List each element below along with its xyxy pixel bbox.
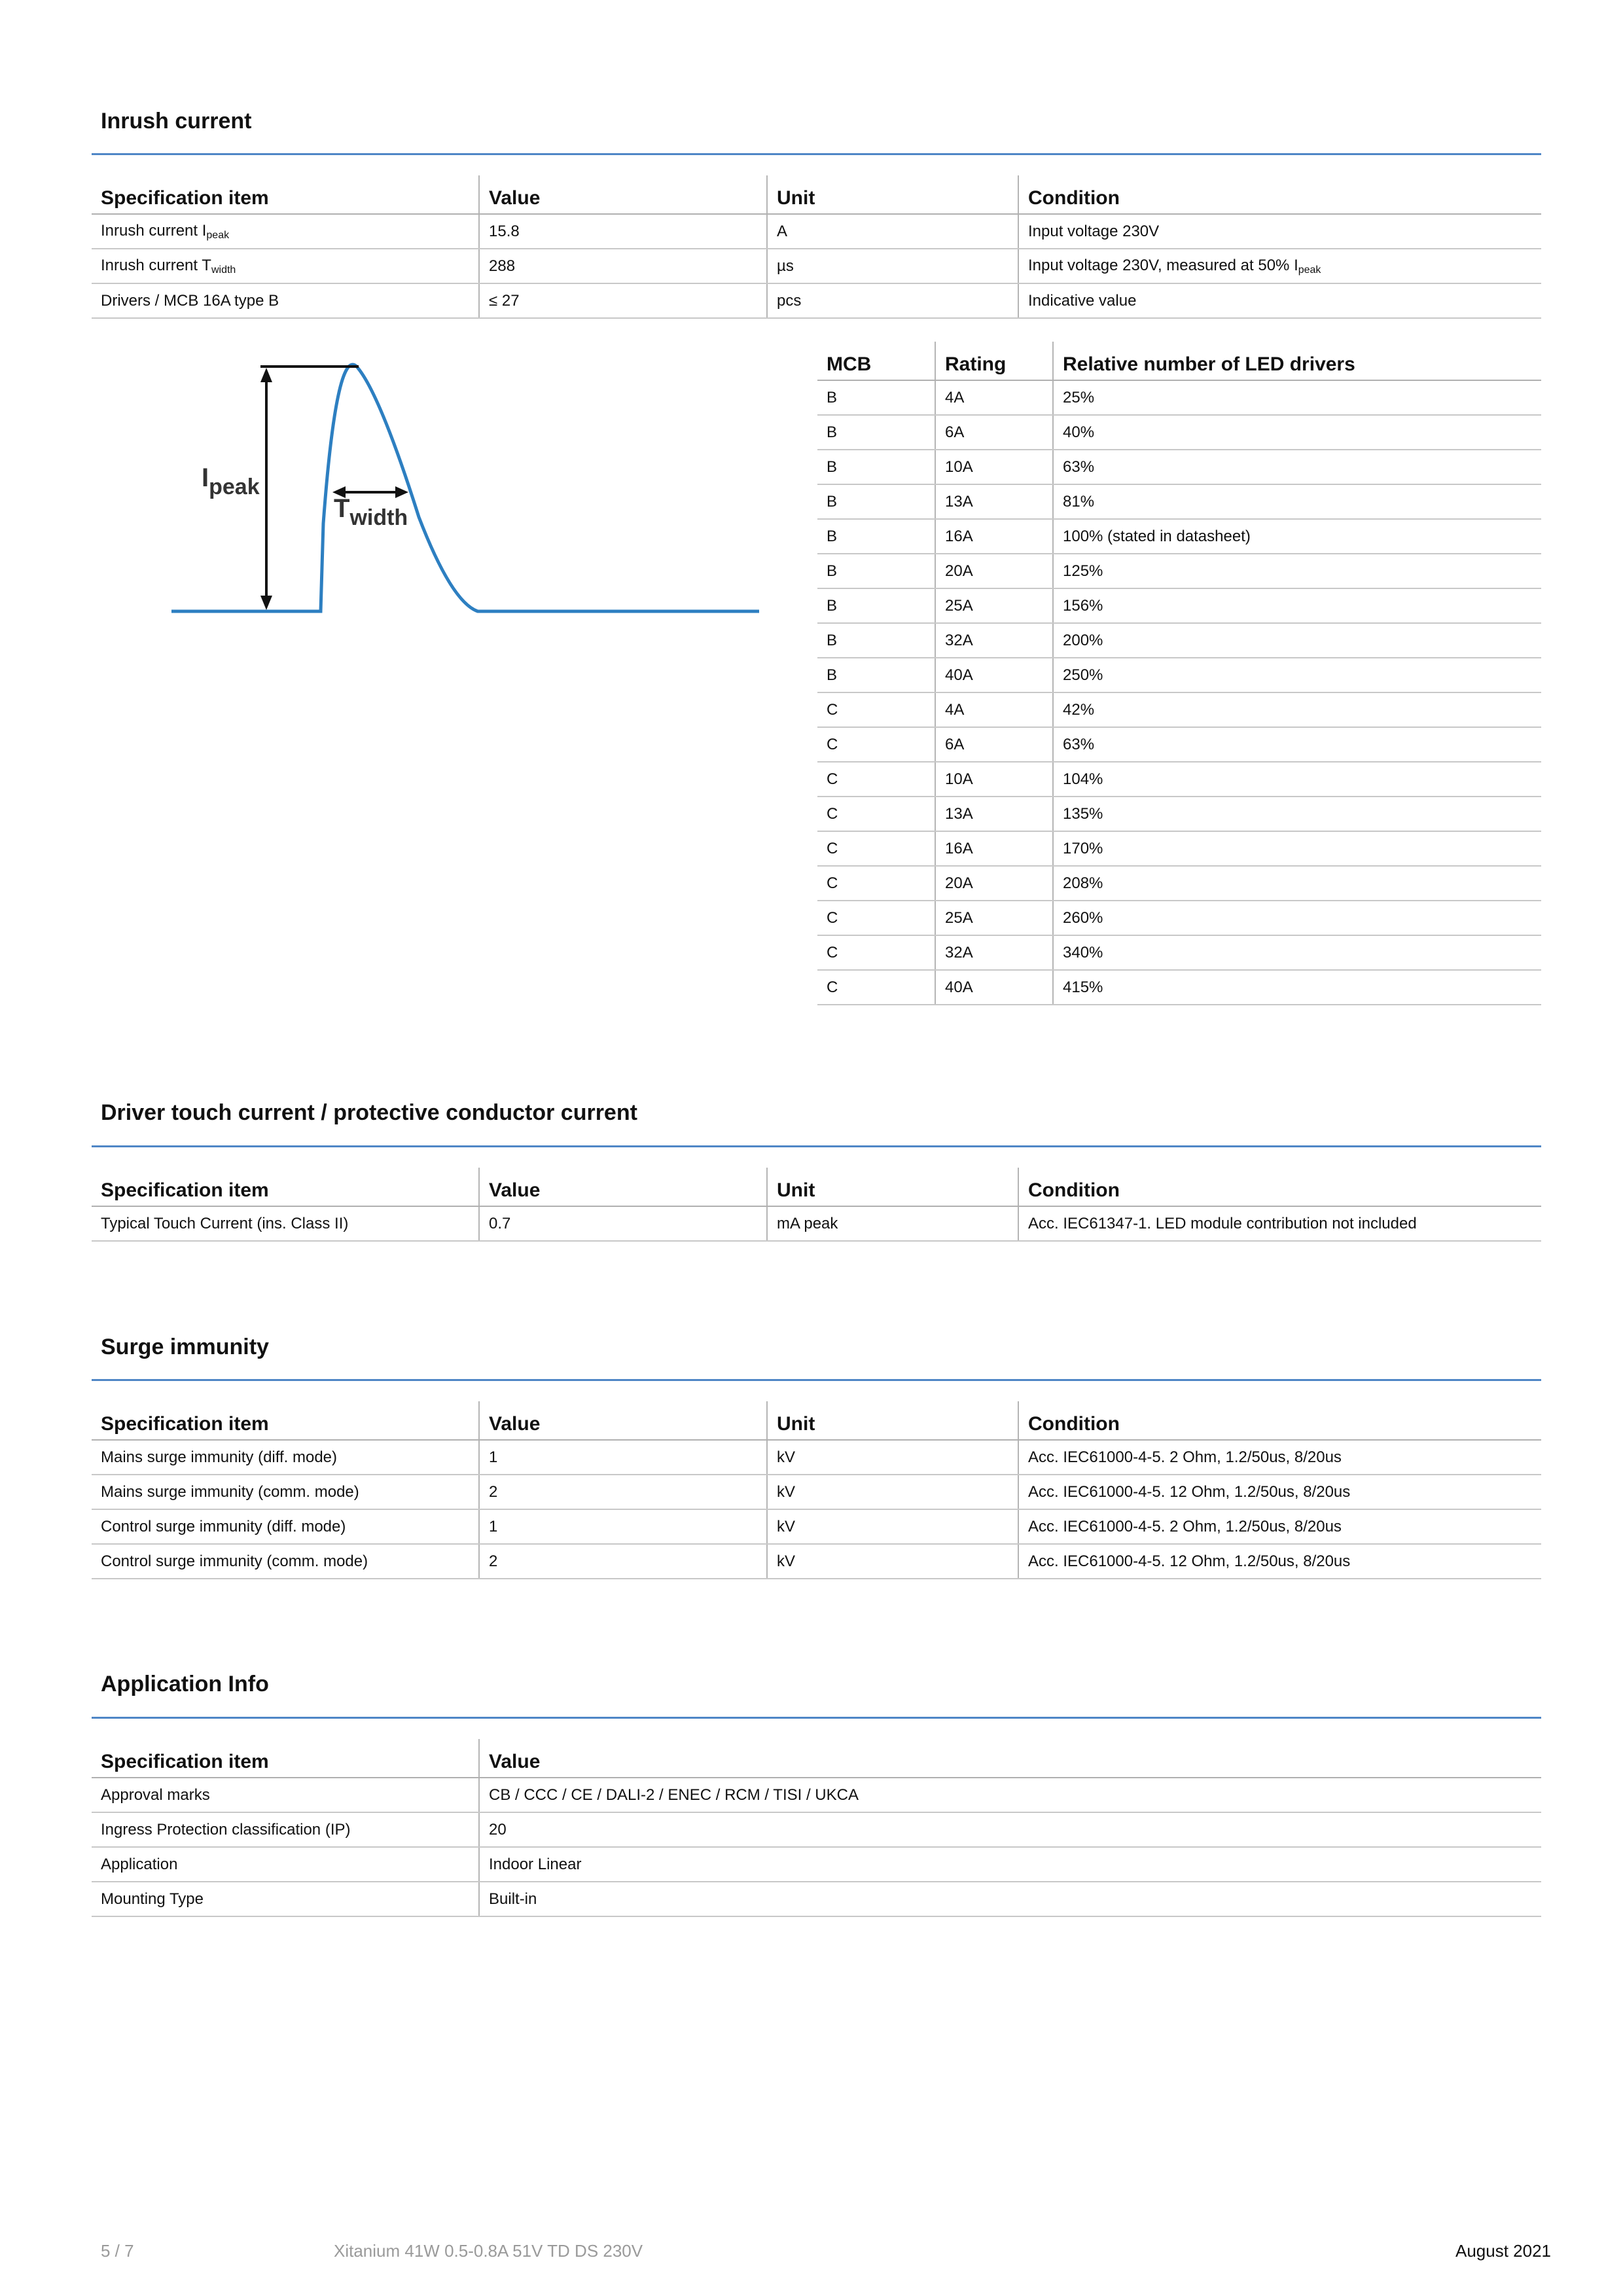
rating-cell: 4A — [935, 380, 1053, 415]
header-value: Value — [479, 1401, 767, 1440]
table-row — [817, 554, 1541, 588]
rating-cell: 25A — [935, 588, 1053, 623]
table-row — [817, 970, 1541, 1005]
rating-cell: 40A — [935, 658, 1053, 692]
value-cell: 1 — [479, 1509, 767, 1544]
unit-cell: A — [767, 214, 1018, 249]
table-row — [817, 762, 1541, 797]
header-unit: Unit — [767, 1168, 1018, 1206]
rating-cell: 16A — [935, 519, 1053, 554]
spec-cell: Drivers / MCB 16A type B — [92, 283, 479, 318]
unit-cell: µs — [767, 249, 1018, 283]
unit-cell: pcs — [767, 283, 1018, 318]
ipeak-arrow-head-top — [260, 368, 272, 382]
touch-spec-table — [92, 1168, 1541, 1242]
spec-cell: Approval marks — [92, 1778, 479, 1812]
inrush-waveform-curve — [171, 365, 759, 611]
value-cell: CB / CCC / CE / DALI-2 / ENEC / RCM / TISI / UKCA — [479, 1778, 1541, 1812]
mcb-type-cell: C — [817, 831, 935, 866]
header-condition: Condition — [1018, 1168, 1541, 1206]
value-cell: 0.7 — [479, 1206, 767, 1241]
table-row — [817, 692, 1541, 727]
spec-cell: Mains surge immunity (comm. mode) — [92, 1475, 479, 1509]
mcb-type-cell: C — [817, 762, 935, 797]
mcb-type-cell: C — [817, 901, 935, 935]
mcb-type-cell: C — [817, 692, 935, 727]
rating-cell: 10A — [935, 450, 1053, 484]
table-row — [817, 797, 1541, 831]
header-relative-number: Relative number of LED drivers — [1053, 342, 1541, 380]
inrush-section-title: Inrush current — [101, 109, 252, 134]
spec-cell: Control surge immunity (comm. mode) — [92, 1544, 479, 1579]
mcb-type-cell: B — [817, 623, 935, 658]
spec-cell: Mains surge immunity (diff. mode) — [92, 1440, 479, 1475]
rating-cell: 32A — [935, 935, 1053, 970]
header-condition: Condition — [1018, 1401, 1541, 1440]
mcb-type-cell: B — [817, 588, 935, 623]
mcb-type-cell: B — [817, 450, 935, 484]
table-header-row — [817, 342, 1541, 380]
table-row — [92, 1544, 1541, 1579]
mcb-type-cell: C — [817, 797, 935, 831]
mcb-type-cell: B — [817, 554, 935, 588]
table-row — [817, 831, 1541, 866]
table-row — [817, 901, 1541, 935]
table-row — [92, 1778, 1541, 1812]
table-row — [92, 1812, 1541, 1847]
relative-number-cell: 200% — [1053, 623, 1541, 658]
table-row — [817, 519, 1541, 554]
touch-section-title: Driver touch current / protective conductor current — [101, 1100, 637, 1125]
header-value: Value — [479, 1739, 1541, 1778]
relative-number-cell: 42% — [1053, 692, 1541, 727]
value-cell: 15.8 — [479, 214, 767, 249]
relative-number-cell: 40% — [1053, 415, 1541, 450]
rating-cell: 20A — [935, 866, 1053, 901]
mcb-type-cell: B — [817, 484, 935, 519]
app-info-table — [92, 1739, 1541, 1917]
table-row — [817, 658, 1541, 692]
condition-cell: Acc. IEC61000-4-5. 2 Ohm, 1.2/50us, 8/20us — [1018, 1440, 1541, 1475]
table-row — [817, 450, 1541, 484]
value-cell: 288 — [479, 249, 767, 283]
mcb-type-cell: B — [817, 415, 935, 450]
value-cell: Indoor Linear — [479, 1847, 1541, 1882]
spec-cell: Mounting Type — [92, 1882, 479, 1916]
header-value: Value — [479, 175, 767, 214]
rating-cell: 16A — [935, 831, 1053, 866]
mcb-type-cell: C — [817, 935, 935, 970]
spec-cell: Inrush current $I_{peak}$ — [92, 214, 479, 249]
table-header-row — [92, 1739, 1541, 1778]
table-header-row — [92, 1401, 1541, 1440]
footer-product-name: Xitanium 41W 0.5-0.8A 51V TD DS 230V — [334, 2241, 643, 2261]
header-value: Value — [479, 1168, 767, 1206]
rating-cell: 40A — [935, 970, 1053, 1005]
mcb-driver-table — [817, 342, 1541, 1005]
relative-number-cell: 25% — [1053, 380, 1541, 415]
header-spec-item: Specification item — [92, 1401, 479, 1440]
unit-cell: kV — [767, 1475, 1018, 1509]
table-header-row — [92, 1168, 1541, 1206]
app-section-title: Application Info — [101, 1672, 269, 1696]
mcb-type-cell: C — [817, 866, 935, 901]
rating-cell: 25A — [935, 901, 1053, 935]
rating-cell: 13A — [935, 484, 1053, 519]
relative-number-cell: 104% — [1053, 762, 1541, 797]
unit-cell: kV — [767, 1544, 1018, 1579]
relative-number-cell: 125% — [1053, 554, 1541, 588]
spec-cell: Ingress Protection classification (IP) — [92, 1812, 479, 1847]
touch-title-rule — [92, 1145, 1541, 1147]
condition-cell: Input voltage 230V — [1018, 214, 1541, 249]
header-spec-item: Specification item — [92, 175, 479, 214]
header-unit: Unit — [767, 1401, 1018, 1440]
table-row — [817, 623, 1541, 658]
header-unit: Unit — [767, 175, 1018, 214]
spec-cell: Application — [92, 1847, 479, 1882]
value-cell: 2 — [479, 1475, 767, 1509]
surge-title-rule — [92, 1379, 1541, 1381]
condition-cell: Input voltage 230V, measured at 50% $I_{peak}$ — [1018, 249, 1541, 283]
table-row — [817, 588, 1541, 623]
twidth-label: $T_{width}$ — [334, 494, 408, 530]
surge-spec-table — [92, 1401, 1541, 1579]
relative-number-cell: 81% — [1053, 484, 1541, 519]
ipeak-label: $I_{peak}$ — [202, 463, 260, 499]
footer-date: August 2021 — [1455, 2241, 1551, 2261]
rating-cell: 4A — [935, 692, 1053, 727]
condition-cell: Indicative value — [1018, 283, 1541, 318]
table-row — [92, 1440, 1541, 1475]
table-row — [817, 415, 1541, 450]
mcb-type-cell: C — [817, 970, 935, 1005]
table-row — [817, 727, 1541, 762]
header-condition: Condition — [1018, 175, 1541, 214]
relative-number-cell: 63% — [1053, 727, 1541, 762]
header-spec-item: Specification item — [92, 1168, 479, 1206]
table-row — [92, 1475, 1541, 1509]
value-cell: 2 — [479, 1544, 767, 1579]
mcb-type-cell: B — [817, 380, 935, 415]
header-mcb: MCB — [817, 342, 935, 380]
table-row — [817, 380, 1541, 415]
footer-page-number: 5 / 7 — [101, 2241, 134, 2261]
spec-cell: Control surge immunity (diff. mode) — [92, 1509, 479, 1544]
table-row — [817, 866, 1541, 901]
unit-cell: mA peak — [767, 1206, 1018, 1241]
value-cell: 20 — [479, 1812, 1541, 1847]
table-row — [92, 1509, 1541, 1544]
header-spec-item: Specification item — [92, 1739, 479, 1778]
table-row — [92, 1847, 1541, 1882]
rating-cell: 13A — [935, 797, 1053, 831]
mcb-type-cell: B — [817, 658, 935, 692]
value-cell: Built-in — [479, 1882, 1541, 1916]
condition-cell: Acc. IEC61000-4-5. 12 Ohm, 1.2/50us, 8/20us — [1018, 1475, 1541, 1509]
rating-cell: 6A — [935, 727, 1053, 762]
unit-cell: kV — [767, 1440, 1018, 1475]
spec-cell: Typical Touch Current (ins. Class II) — [92, 1206, 479, 1241]
relative-number-cell: 100% (stated in datasheet) — [1053, 519, 1541, 554]
relative-number-cell: 340% — [1053, 935, 1541, 970]
rating-cell: 6A — [935, 415, 1053, 450]
value-cell: ≤ 27 — [479, 283, 767, 318]
relative-number-cell: 208% — [1053, 866, 1541, 901]
ipeak-arrow-head-bottom — [260, 596, 272, 610]
header-rating: Rating — [935, 342, 1053, 380]
rating-cell: 10A — [935, 762, 1053, 797]
condition-cell: Acc. IEC61000-4-5. 2 Ohm, 1.2/50us, 8/20us — [1018, 1509, 1541, 1544]
relative-number-cell: 156% — [1053, 588, 1541, 623]
spec-cell: Inrush current $T_{width}$ — [92, 249, 479, 283]
condition-cell: Acc. IEC61347-1. LED module contribution not included — [1018, 1206, 1541, 1241]
relative-number-cell: 415% — [1053, 970, 1541, 1005]
relative-number-cell: 170% — [1053, 831, 1541, 866]
value-cell: 1 — [479, 1440, 767, 1475]
inrush-waveform-diagram — [0, 0, 785, 628]
table-row — [92, 1882, 1541, 1916]
rating-cell: 32A — [935, 623, 1053, 658]
twidth-arrow-head-right — [395, 486, 408, 498]
table-row — [92, 1206, 1541, 1241]
condition-cell: Acc. IEC61000-4-5. 12 Ohm, 1.2/50us, 8/20us — [1018, 1544, 1541, 1579]
rating-cell: 20A — [935, 554, 1053, 588]
mcb-type-cell: C — [817, 727, 935, 762]
relative-number-cell: 250% — [1053, 658, 1541, 692]
table-row — [817, 484, 1541, 519]
relative-number-cell: 63% — [1053, 450, 1541, 484]
unit-cell: kV — [767, 1509, 1018, 1544]
table-row — [817, 935, 1541, 970]
mcb-type-cell: B — [817, 519, 935, 554]
app-title-rule — [92, 1717, 1541, 1719]
relative-number-cell: 260% — [1053, 901, 1541, 935]
surge-section-title: Surge immunity — [101, 1335, 269, 1359]
relative-number-cell: 135% — [1053, 797, 1541, 831]
